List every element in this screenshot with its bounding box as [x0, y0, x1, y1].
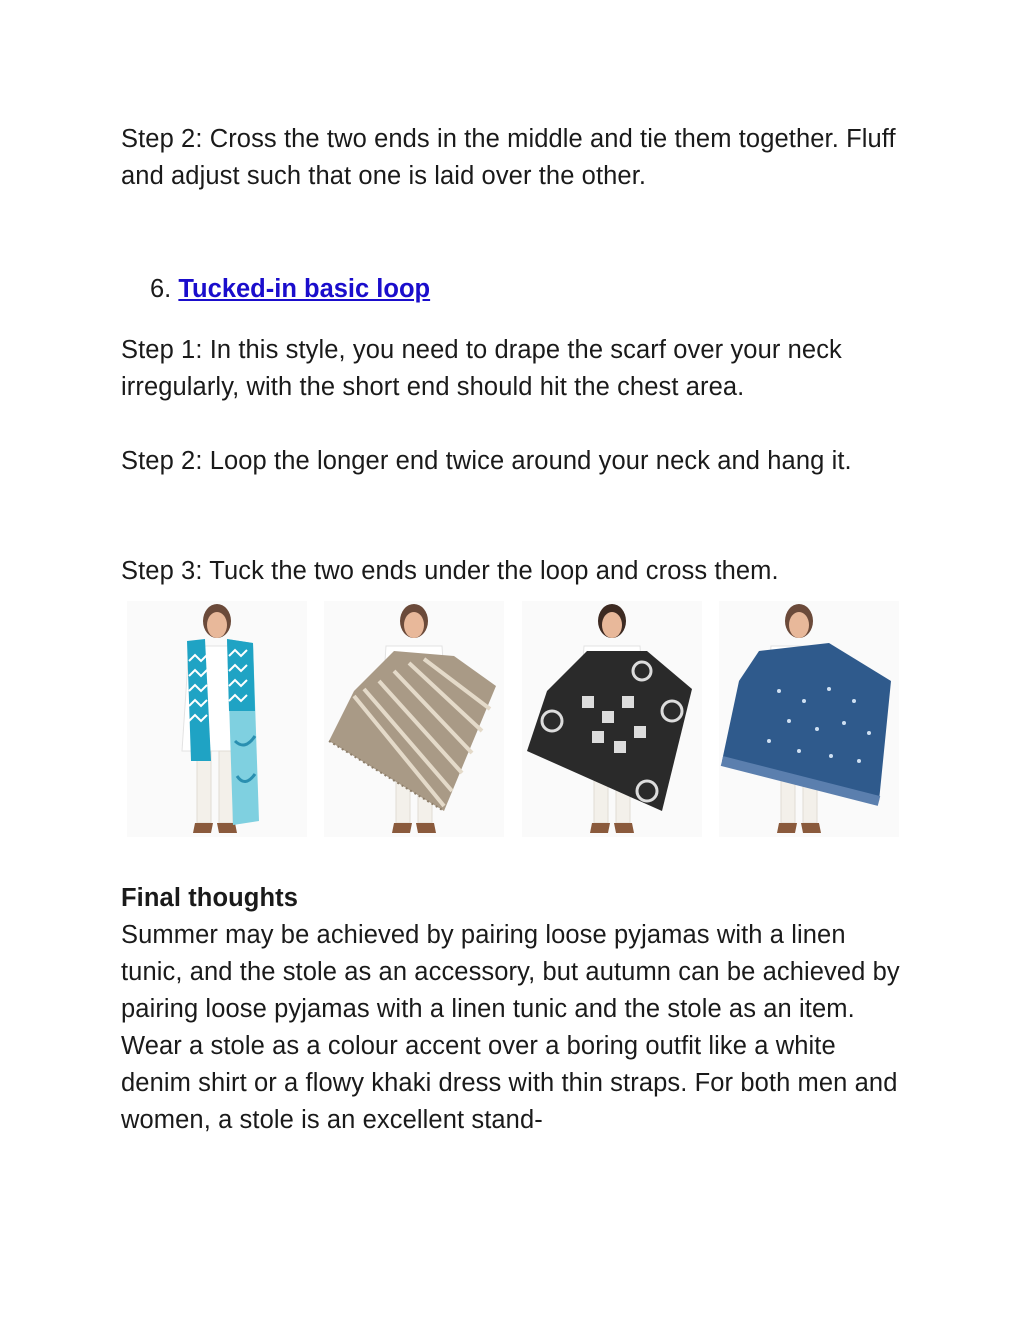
step-2-loop-paragraph: Step 2: Loop the longer end twice around your neck and hang it. — [121, 447, 852, 475]
stole-photo-gallery — [127, 601, 899, 837]
final-thoughts-body: Summer may be achieved by pairing loose pyjamas with a linen tunic, and the stole as an accessory, but autumn can be achieved by pairing loose pyjamas with a linen tunic and the stole as an item. Wear a stole as a colour accent over a boring outfit like a white denim shirt or a flowy khaki dress with thin straps. For both men and women, a stole is an excellent stand- — [121, 921, 900, 1134]
step-3-paragraph: Step 3: Tuck the two ends under the loop and cross them. — [121, 557, 779, 585]
tucked-in-basic-loop-link[interactable]: Tucked-in basic loop — [178, 275, 431, 303]
final-thoughts-section — [121, 880, 911, 1139]
black-white-stole-photo — [522, 601, 702, 837]
list-number: 6. — [150, 275, 172, 303]
step-2-cross-paragraph: Step 2: Cross the two ends in the middle and tie them together. Fluff and adjust such that one is laid over the other. — [121, 125, 896, 190]
list-item-6 — [150, 271, 430, 308]
navy-stole-photo — [719, 601, 899, 837]
final-thoughts-heading: Final thoughts — [121, 884, 299, 912]
beige-stole-photo — [324, 601, 504, 837]
step-1-paragraph: Step 1: In this style, you need to drape the scarf over your neck irregularly, with the short end should hit the chest area. — [121, 336, 842, 401]
blue-stole-photo — [127, 601, 307, 837]
